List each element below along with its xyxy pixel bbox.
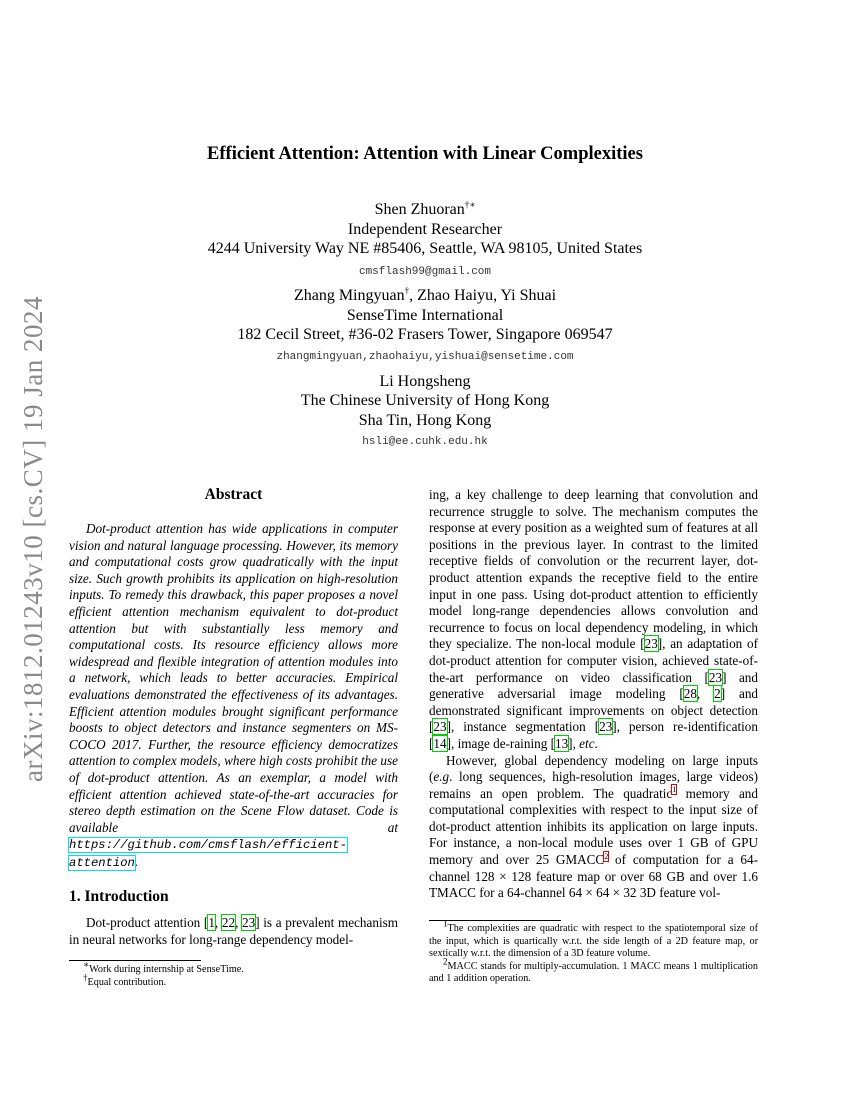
citation-link[interactable]: 22 [221, 915, 236, 930]
author-email-3: hsli@ee.cuhk.edu.hk [362, 436, 488, 448]
author-email-1: cmsflash99@gmail.com [358, 266, 492, 278]
author-name-3: Li Hongsheng [379, 373, 471, 390]
footnote-item: †Equal contribution. [83, 972, 167, 988]
citation-link[interactable]: 13 [554, 735, 569, 751]
author-mark-1: †∗ [464, 199, 476, 210]
right-column-body: ing, a key challenge to deep learning that convolution and recurrence struggle to solve. The mechanism computes the response at every position as a weighted sum of features at all positions in the previous layer. In contrast to the limited receptive fields of convolution or the recurrent layer, dot-product attention expands the receptive field to the entire input in one pass. Using dot-product attention to efficiently model long-range dependencies allows convolution and recurrence to focus on local dependency modeling, in which they specialize. The non-local module [23], an adaptation of dot-product attention for computer vision, achieved state-of-the-art performance on video classification [23] and generative adversarial image modeling [28, 2] and demonstrated significant improvements on object detection [23], instance segmentation [23], person re-identification [14], image de-raining [13], etc. However, global dependency modeling on large inputs (e.g. long sequences, high-resolution images, large videos) remains an open problem. The quadratic$^1$ memory and computational complexities with respect to the input size of dot-product attention inhibits its application on large inputs. For instance, a non-local module uses over 1 GB of GPU memory and over 25 GMACC$^2$ of computation for a 64-channel 128 × 128 feature map or over 68 GB and over 1.6 TMACC for a 64-channel 64 × 64 × 32 3D feature vol- [429, 487, 759, 901]
citation-link[interactable]: 1 [208, 915, 215, 930]
citation-link[interactable]: 23 [708, 669, 723, 685]
author-affiliation-1: Independent Researcher [347, 221, 503, 238]
author-affiliation-3: The Chinese University of Hong Kong [300, 392, 550, 409]
author-affiliation-2: SenseTime International [346, 307, 504, 324]
intro-heading: 1. Introduction [69, 888, 169, 905]
author-name-1: Shen Zhuoran†∗ [374, 199, 476, 218]
paper-title: Efficient Attention: Attention with Linear Complexities [207, 144, 643, 164]
citation-link[interactable]: 2 [714, 686, 721, 702]
citation-link[interactable]: 23 [599, 719, 613, 735]
code-link[interactable]: https://github.com/cmsflash/efficient-attention [69, 838, 347, 870]
author-names-2: Zhang Mingyuan†, Zhao Haiyu, Yi Shuai [293, 285, 557, 304]
author-mark-2: † [404, 285, 410, 296]
footnote-rule-right [429, 920, 561, 921]
author-email-2: zhangmingyuan,zhaohaiyu,yishuai@sensetime.com [276, 351, 574, 363]
citation-link[interactable]: 28 [683, 686, 697, 702]
citation-link[interactable]: 14 [433, 735, 447, 751]
author-address-3: Sha Tin, Hong Kong [358, 412, 492, 429]
abstract-body: Dot-product attention has wide applications in computer vision and natural language processing. However, its memory and computational costs grow quadratically with the input size. Such growth prohibits its application on high-resolution inputs. To remedy this drawback, this paper proposes a novel efficient attention mechanism equivalent to dot-product attention but with substantially less memory and computational costs. Its resource efficiency allows more widespread and flexible integration of attention modules into a network, which leads to better accuracies. Empirical evaluations demonstrated the effectiveness of its advantages. Efficient attention modules brought significant performance boosts to object detectors and instance segmenters on MS-COCO 2017. Further, the resource efficiency democratizes attention to complex models, where high costs prohibit the use of dot-product attention. As an exemplar, a model with efficient attention achieved state-of-the-art accuracies for stereo depth estimation on the Scene Flow dataset. Code is available at https://github.com/cmsflash/efficient-attention. [69, 521, 398, 870]
footnote-item: 2MACC stands for multiply-accumulation. 1 MACC means 1 multiplication and 1 addition operation. [429, 956, 758, 985]
author-address-2: 182 Cecil Street, #36-02 Frasers Tower, Singapore 069547 [237, 326, 613, 343]
footnotes-left [69, 959, 398, 989]
footnote-item: ∗Work during internship at SenseTime. [83, 959, 244, 975]
footnote-item: 1The complexities are quadratic with respect to the spatiotemporal size of the input, which is quartically w.r.t. the side length of a 2D feature map, or sextically w.r.t. the dimension of a 3D feature volume. [429, 918, 758, 960]
arxiv-side-label: arXiv:1812.01243v10 [cs.CV] 19 Jan 2024 [18, 296, 48, 782]
footnote-ref-2[interactable]: 2 [604, 851, 609, 861]
footnotes-right [429, 918, 758, 986]
author-address-1: 4244 University Way NE #85406, Seattle, WA 98105, United States [207, 240, 643, 257]
abstract-heading: Abstract [204, 486, 263, 503]
citation-link[interactable]: 23 [433, 719, 447, 735]
citation-link[interactable]: 23 [644, 636, 658, 652]
footnote-ref-1[interactable]: 1 [672, 785, 677, 795]
intro-body: Dot-product attention [1, 22, 23] is a prevalent mechanism in neural networks for long-range dependency model- [69, 915, 399, 947]
citation-link[interactable]: 23 [242, 915, 256, 930]
